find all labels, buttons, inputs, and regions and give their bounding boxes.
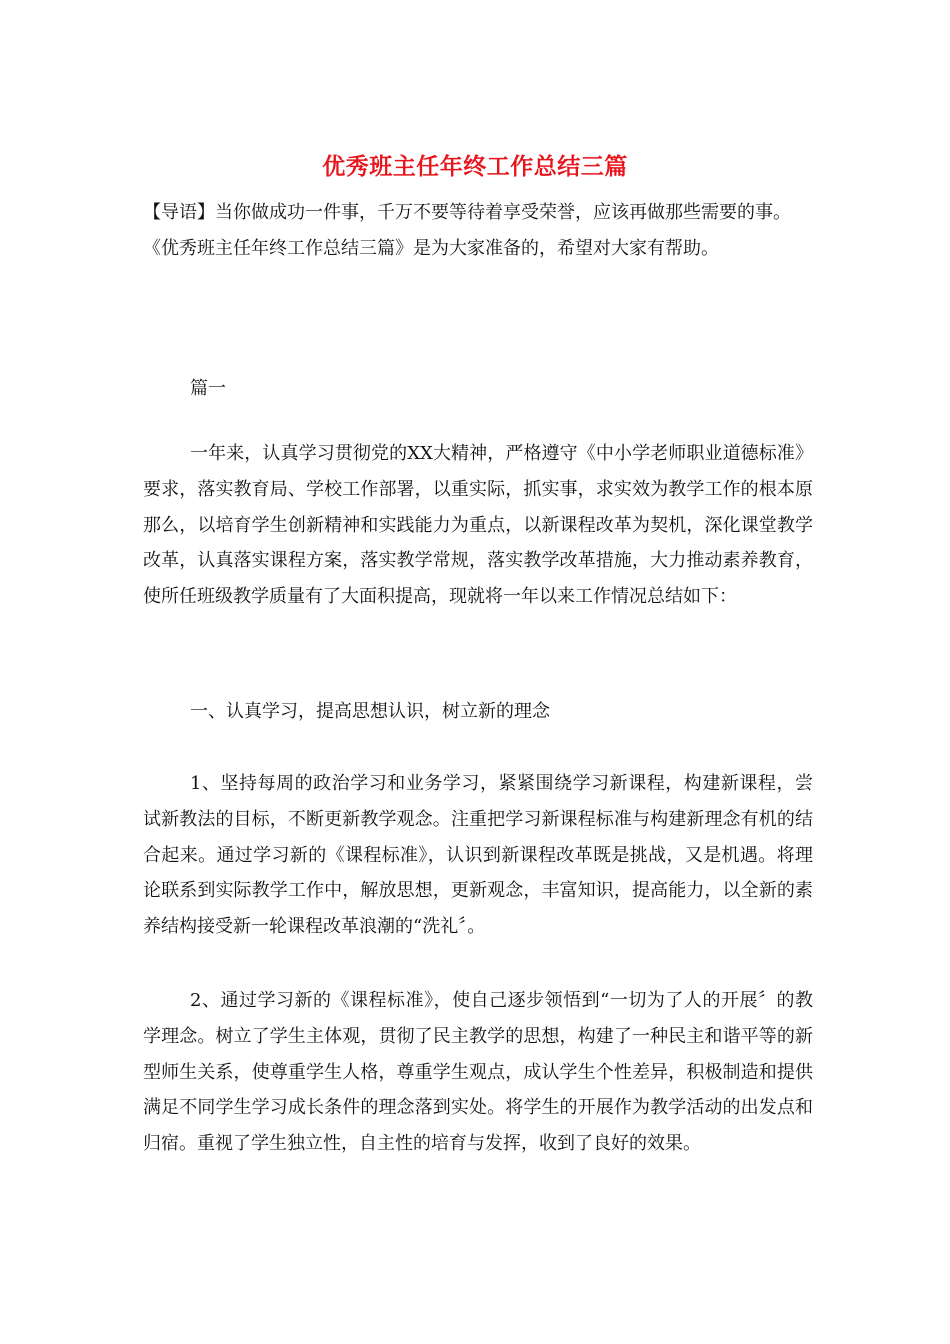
section-heading-1: 一、认真学习，提高思想认识，树立新的理念 — [190, 701, 550, 722]
intro-paragraph: 【导语】当你做成功一件事，千万不要等待着享受荣誉，应该再做那些需要的事。《优秀班主任年终工作总结三篇》是为大家准备的，希望对大家有帮助。 — [143, 202, 791, 259]
document-title: 优秀班主任年终工作总结三篇 — [322, 153, 628, 180]
section-label: 篇一 — [190, 378, 226, 399]
body-paragraph-3: 2、通过学习新的《课程标准》，使自己逐步领悟到“一切为了人的开展〞的教学理念。树立了学生主体观，贯彻了民主教学的思想，构建了一种民主和谐平等的新型师生关系，使尊重学生人格，尊重学生观点，成认学生个性差异，积极制造和提供满足不同学生学习成长条件的理念落到实处。将学生的开展作为教学活动的出发点和归宿。重视了学生独立性，自主性的培育与发挥，收到了良好的效果。 — [143, 990, 813, 1155]
body-paragraph-1: 一年来，认真学习贯彻党的XX大精神，严格遵守《中小学老师职业道德标准》要求，落实教育局、学校工作部署，以重实际，抓实事，求实效为教学工作的根本原那么，以培育学生创新精神和实践能力为重点，以新课程改革为契机，深化课堂教学改革，认真落实课程方案，落实教学常规，落实教学改革措施，大力推动素养教育，使所任班级教学质量有了大面积提高，现就将一年以来工作情况总结如下： — [143, 443, 813, 608]
body-paragraph-2: 1、坚持每周的政治学习和业务学习，紧紧围绕学习新课程，构建新课程，尝试新教法的目标，不断更新教学观念。注重把学习新课程标准与构建新理念有机的结合起来。通过学习新的《课程标准》，认识到新课程改革既是挑战，又是机遇。将理论联系到实际教学工作中，解放思想，更新观念，丰富知识，提高能力，以全新的素养结构接受新一轮课程改革浪潮的“洗礼〞。 — [143, 773, 813, 938]
